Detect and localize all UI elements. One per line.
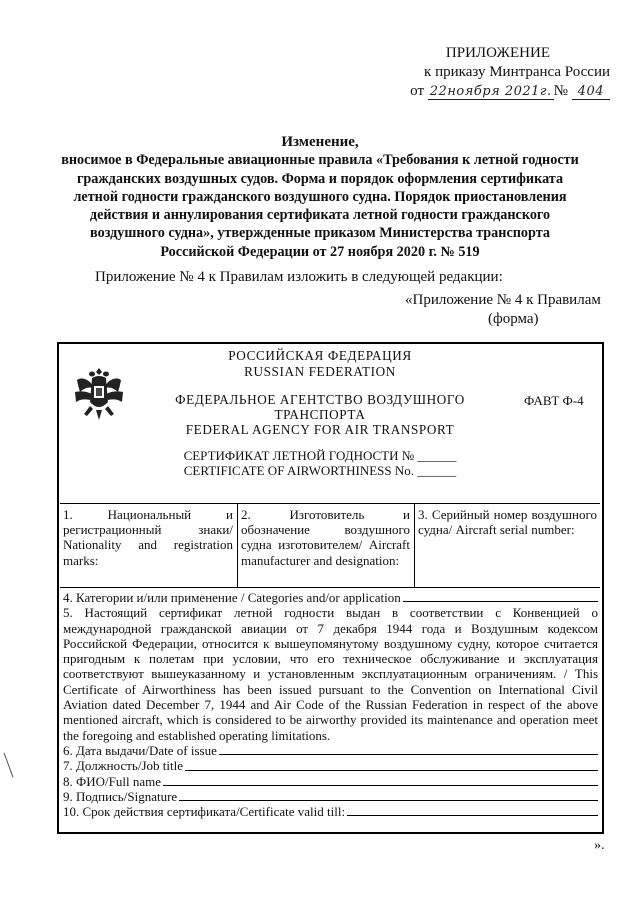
appendix-order-ref: к приказу Минтранса России	[424, 64, 610, 80]
agency-ru-2: ТРАНСПОРТА	[274, 407, 366, 422]
form-code: ФАВТ Ф-4	[524, 393, 584, 408]
russian-double-headed-eagle-icon	[72, 362, 126, 428]
quote-header-line2: (форма)	[488, 311, 539, 327]
margin-mark	[4, 753, 14, 778]
cert-title-ru: СЕРТИФИКАТ ЛЕТНОЙ ГОДНОСТИ № ______	[183, 448, 457, 463]
item-6: 6. Дата выдачи/Date of issue	[63, 743, 598, 758]
agency-ru-1: ФЕДЕРАЛЬНОЕ АГЕНТСТВО ВОЗДУШНОГО	[175, 392, 465, 407]
intro-text: Приложение № 4 к Правилам изложить в следующей редакции:	[95, 269, 503, 285]
field-serial-number: 3. Серийный номер воздушного судна/ Aircraft serial number:	[414, 504, 600, 587]
item-8: 8. ФИО/Full name	[63, 774, 598, 789]
heading-body: вносимое в Федеральные авиационные правила «Требования к летной годности гражданских воздушных судов. Форма и порядок оформления сертификата летной годности гражданского воздушного судна. Порядок приостановления действия и аннулирования сертификата летной годности гражданского воздушного судна», утвержденные приказом Министерства транспорта Российской Федерации от 27 ноября 2020 г. № 519	[61, 152, 579, 260]
item-4: 4. Категории и/или применение / Categories and/or application	[63, 590, 598, 605]
agency-en: FEDERAL AGENCY FOR AIR TRANSPORT	[185, 422, 455, 437]
field-nationality-marks: 1. Национальный и регистрационный знаки/ Nationality and registration marks:	[63, 507, 233, 568]
appendix-header	[400, 44, 610, 101]
field-manufacturer: 2. Изготовитель и обозначение воздушного судна изготовителем/ Aircraft manufacturer and designation:	[237, 504, 413, 587]
amendment-heading	[60, 133, 580, 261]
appendix-date-line	[400, 82, 610, 101]
quote-header-line1: «Приложение № 4 к Правилам	[405, 292, 601, 308]
item-10: 10. Срок действия сертификата/Certificate valid till:	[63, 804, 598, 819]
handwritten-number: 404	[572, 84, 610, 100]
item-9: 9. Подпись/Signature	[63, 789, 598, 804]
appendix-title: ПРИЛОЖЕНИЕ	[445, 45, 550, 61]
heading-line1: Изменение,	[281, 134, 359, 150]
cert-fields-row	[60, 503, 600, 588]
handwritten-date: 22ноября 2021г.	[429, 84, 552, 99]
country-en: RUSSIAN FEDERATION	[244, 364, 396, 379]
item-5: 5. Настоящий сертификат летной годности выдан в соответствии с Конвенцией о международной гражданской авиации от 7 декабря 1944 года и Воздушным кодексом Российской Федерации, относится к вышеупомянутому воздушному судну, которое считается пригодным к полетам при условии, что его техническое обслуживание и эксплуатация соответствуют вышеуказанному и установленным эксплуатационным ограничениям. / This Certificate of Airworthiness has been issued pursuant to the Convention on International Civil Aviation dated December 7, 1944 and Air Code of the Russian Federation in respect of the above mentioned aircraft, which is considered to be airworthy provided its maintenance and operation meet the foregoing and established operating limitations.	[63, 605, 598, 743]
item-7: 7. Должность/Job title	[63, 758, 598, 773]
number-label: №	[553, 83, 568, 99]
cert-items	[63, 590, 598, 819]
date-prefix: от	[410, 83, 425, 99]
closing-quote: ».	[594, 838, 605, 853]
country-ru: РОССИЙСКАЯ ФЕДЕРАЦИЯ	[228, 348, 412, 363]
cert-title-en: CERTIFICATE OF AIRWORTHINESS No. ______	[183, 463, 457, 478]
